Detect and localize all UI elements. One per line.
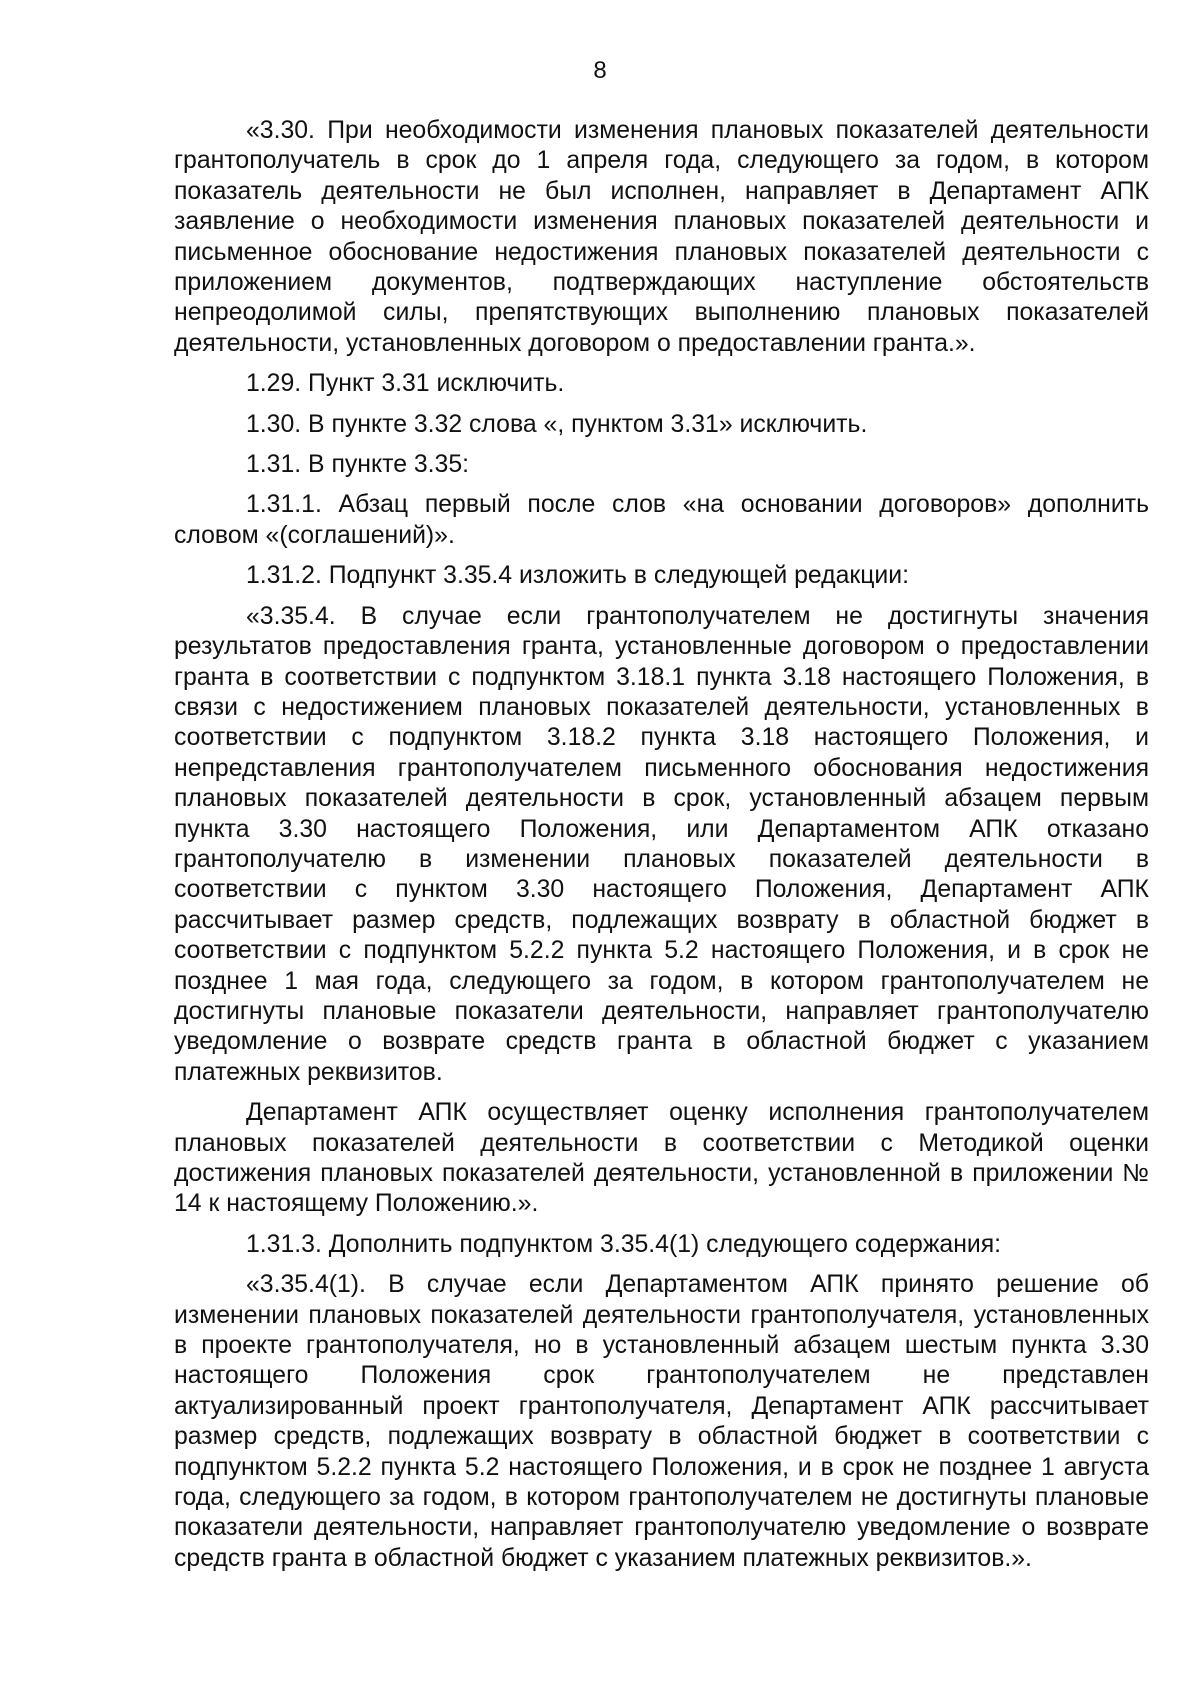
paragraph-1-31-2: 1.31.2. Подпункт 3.35.4 изложить в следующей редакции: bbox=[246, 562, 910, 590]
paragraph-3-35-4: «3.35.4. В случае если грантополучателем не достигнуты значения результатов предоставления гранта, установленные договором о предоставлении гранта в соответствии с подпунктом 3.18.1 пункта 3.18 настоящего Положения, в связи с недостижением плановых показателей деятельности, установленных в соответствии с подпунктом 3.18.2 пункта 3.18 настоящего Положения, и непредставления грантополучателем письменного обоснования недостижения плановых показателей деятельности в срок, установленный абзацем первым пункта 3.30 настоящего Положения, или Департаментом АПК отказано грантополучателю в изменении плановых показателей деятельности в соответствии с пунктом 3.30 настоящего Положения, Департамент АПК рассчитывает размер средств, подлежащих возврату в областной бюджет в соответствии с подпунктом 5.2.2 пункта 5.2 настоящего Положения, и в срок не позднее 1 мая года, следующего за годом, в котором грантополучателем не достигнуты плановые показатели деятельности, направляет грантополучателю уведомление о возврате средств гранта в областной бюджет с указанием платежных реквизитов. bbox=[174, 602, 1149, 1086]
page-number: 8 bbox=[593, 57, 607, 84]
paragraph-1-31: 1.31. В пункте 3.35: bbox=[246, 451, 470, 479]
paragraph-1-31-3: 1.31.3. Дополнить подпунктом 3.35.4(1) следующего содержания: bbox=[246, 1230, 1002, 1258]
paragraph-1-29: 1.29. Пункт 3.31 исключить. bbox=[246, 370, 565, 398]
document-body bbox=[174, 116, 1149, 1584]
paragraph-3-35-4-1: «3.35.4(1). В случае если Департаментом АПК принято решение об изменении плановых показателей деятельности грантополучателя, установленных в проекте грантополучателя, но в установленный абзацем шестым пункта 3.30 настоящего Положения срок грантополучателем не представлен актуализированный проект грантополучателя, Департамент АПК рассчитывает размер средств, подлежащих возврату в областной бюджет в соответствии с подпунктом 5.2.2 пункта 5.2 настоящего Положения, и в срок не позднее 1 августа года, следующего за годом, в котором грантополучателем не достигнуты плановые показатели деятельности, направляет грантополучателю уведомление о возврате средств гранта в областной бюджет с указанием платежных реквизитов.». bbox=[174, 1271, 1149, 1572]
paragraph-3-30: «3.30. При необходимости изменения плановых показателей деятельности грантополучатель в срок до 1 апреля года, следующего за годом, в котором показатель деятельности не был исполнен, направляет в Департамент АПК заявление о необходимости изменения плановых показателей деятельности и письменное обоснование недостижения плановых показателей деятельности с приложением документов, подтверждающих наступление обстоятельств непреодолимой силы, препятствующих выполнению плановых показателей деятельности, установленных договором о предоставлении гранта.». bbox=[174, 117, 1149, 357]
paragraph-1-31-1: 1.31.1. Абзац первый после слов «на основании договоров» дополнить словом «(соглашений)». bbox=[174, 491, 1149, 549]
paragraph-department-assessment: Департамент АПК осуществляет оценку исполнения грантополучателем плановых показателей деятельности в соответствии с Методикой оценки достижения плановых показателей деятельности, установленной в приложении № 14 к настоящему Положению.». bbox=[174, 1099, 1149, 1218]
paragraph-1-30: 1.30. В пункте 3.32 слова «, пунктом 3.31» исключить. bbox=[246, 410, 868, 438]
